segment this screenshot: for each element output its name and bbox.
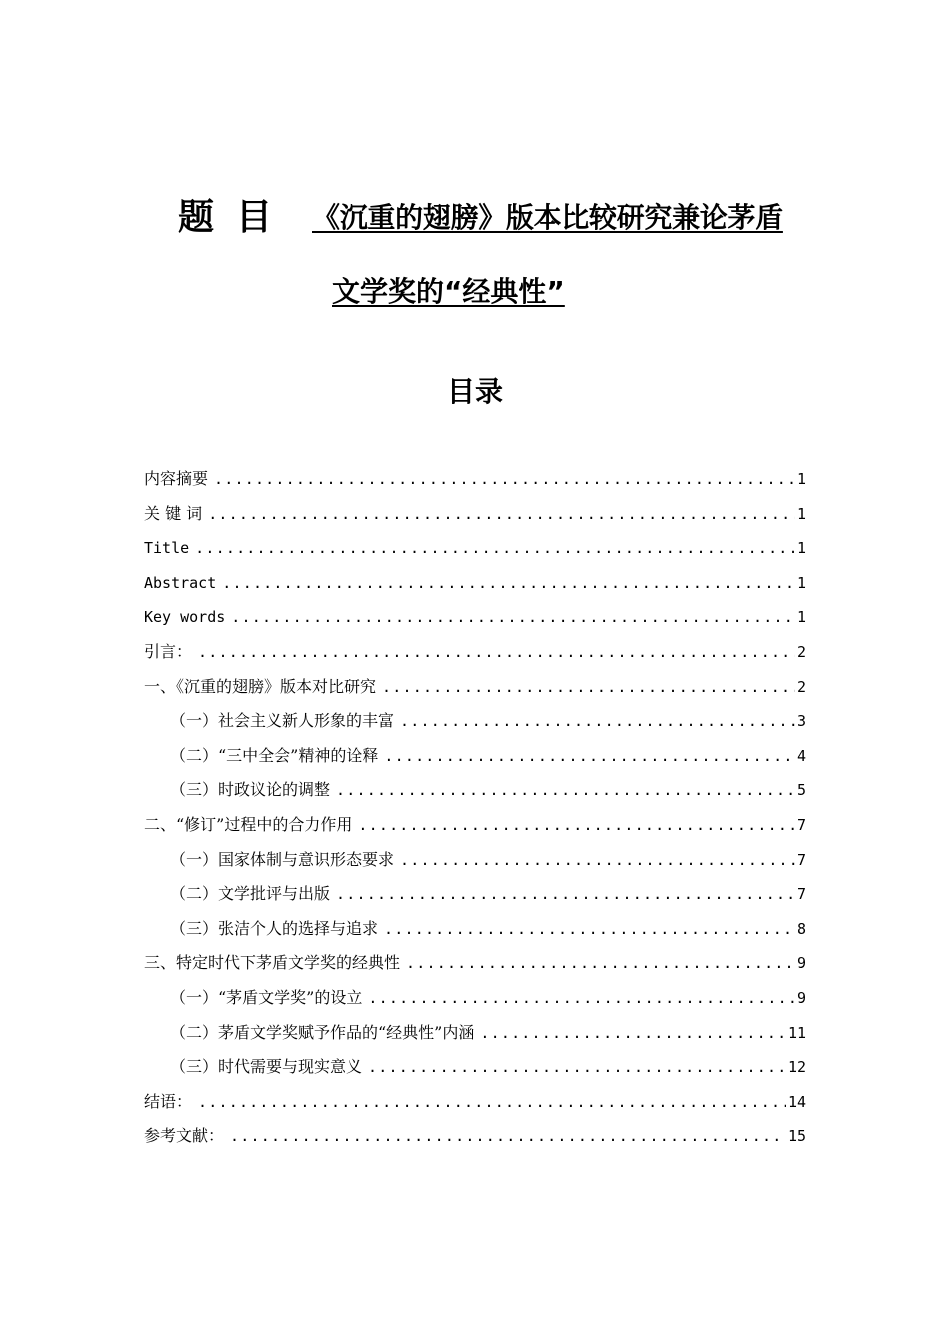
toc-page-number: 7	[796, 815, 806, 834]
toc-entry[interactable]	[144, 877, 806, 912]
toc-entry-text: 一、《沉重的翅膀》版本对比研究	[144, 676, 377, 696]
table-of-contents	[144, 462, 806, 1154]
toc-dot-leader	[382, 670, 795, 705]
toc-heading: 目录	[446, 375, 503, 408]
toc-dot-leader	[208, 497, 795, 532]
toc-page-number: 7	[796, 850, 806, 869]
toc-dot-leader	[222, 566, 795, 601]
toc-entry-text: （二）文学批评与出版	[170, 884, 331, 904]
thesis-title-line-2: 文学奖的“经典性”	[332, 275, 565, 308]
toc-dot-leader	[384, 739, 795, 774]
toc-dot-leader	[358, 808, 795, 843]
toc-page-number: 9	[796, 954, 806, 973]
toc-entry[interactable]	[144, 462, 806, 497]
toc-page-number: 5	[796, 781, 806, 800]
toc-entry-text: （一）“茅盾文学奖”的设立	[170, 987, 363, 1007]
toc-entry[interactable]	[144, 739, 806, 774]
toc-entry[interactable]	[144, 808, 806, 843]
toc-page-number: 15	[787, 1127, 806, 1146]
toc-dot-leader	[384, 912, 795, 947]
toc-entry-text: 引言：	[144, 641, 193, 661]
toc-entry[interactable]	[144, 600, 806, 635]
toc-dot-leader	[198, 635, 795, 670]
title-row	[0, 190, 950, 246]
toc-entry[interactable]	[144, 531, 806, 566]
toc-dot-leader	[195, 531, 795, 566]
toc-entry-text: （二）茅盾文学奖赋予作品的“经典性”内涵	[170, 1022, 475, 1042]
toc-entry-text: Abstract	[144, 573, 217, 592]
toc-entry[interactable]	[144, 981, 806, 1016]
toc-page-number: 9	[796, 988, 806, 1007]
toc-entry[interactable]	[144, 670, 806, 705]
toc-dot-leader	[336, 773, 795, 808]
toc-entry-text: （三）张洁个人的选择与追求	[170, 918, 379, 938]
title-label: 题目	[178, 197, 295, 238]
toc-entry-text: （三）时代需要与现实意义	[170, 1057, 363, 1077]
toc-page-number: 8	[796, 919, 806, 938]
toc-page-number: 1	[796, 470, 806, 488]
toc-dot-leader	[406, 946, 795, 981]
toc-entry[interactable]	[144, 773, 806, 808]
toc-entry[interactable]	[144, 912, 806, 947]
toc-dot-leader	[231, 600, 795, 635]
toc-entry[interactable]	[144, 1085, 806, 1120]
toc-entry-text: （一）国家体制与意识形态要求	[170, 849, 395, 869]
toc-page-number: 1	[796, 608, 806, 627]
toc-entry[interactable]	[144, 566, 806, 601]
toc-page-number: 1	[796, 539, 806, 558]
toc-dot-leader	[400, 704, 795, 739]
toc-page-number: 12	[787, 1058, 806, 1077]
toc-page-number: 11	[787, 1023, 806, 1042]
toc-dot-leader	[230, 1119, 786, 1154]
toc-dot-leader	[368, 1050, 786, 1085]
toc-entry[interactable]	[144, 497, 806, 532]
toc-entry-text: Title	[144, 539, 190, 558]
toc-entry-text: 三、特定时代下茅盾文学奖的经典性	[144, 953, 401, 973]
toc-page-number: 1	[796, 573, 806, 592]
toc-entry[interactable]	[144, 635, 806, 670]
toc-entry-text: 参考文献：	[144, 1126, 225, 1146]
toc-entry-text: 二、“修订”过程中的合力作用	[144, 814, 353, 834]
toc-dot-leader	[214, 462, 795, 497]
toc-page-number: 3	[796, 712, 806, 731]
toc-entry[interactable]	[144, 843, 806, 878]
toc-page-number: 14	[787, 1092, 806, 1111]
toc-dot-leader	[336, 877, 795, 912]
toc-entry-text: （二）“三中全会”精神的诠释	[170, 745, 379, 765]
toc-entry[interactable]	[144, 704, 806, 739]
toc-dot-leader	[480, 1016, 786, 1051]
toc-entry-text: 内容摘要	[144, 469, 209, 488]
toc-dot-leader	[198, 1085, 786, 1120]
toc-entry-text: （三）时政议论的调整	[170, 780, 331, 800]
toc-entry[interactable]	[144, 1050, 806, 1085]
toc-page-number: 2	[796, 642, 806, 661]
toc-page-number: 7	[796, 885, 806, 904]
toc-dot-leader	[368, 981, 795, 1016]
toc-page-number: 2	[796, 677, 806, 696]
toc-entry-text: Key words	[144, 608, 226, 627]
toc-entry-text: 关 键 词	[144, 503, 203, 523]
thesis-title-line-1: 《沉重的翅膀》版本比较研究兼论茅盾	[312, 201, 783, 234]
toc-entry[interactable]	[144, 946, 806, 981]
toc-page-number: 4	[796, 746, 806, 765]
toc-entry-text: （一）社会主义新人形象的丰富	[170, 711, 395, 731]
toc-dot-leader	[400, 843, 795, 878]
toc-page-number: 1	[796, 504, 806, 523]
toc-entry-text: 结语：	[144, 1091, 193, 1111]
toc-entry[interactable]	[144, 1119, 806, 1154]
toc-entry[interactable]	[144, 1016, 806, 1051]
